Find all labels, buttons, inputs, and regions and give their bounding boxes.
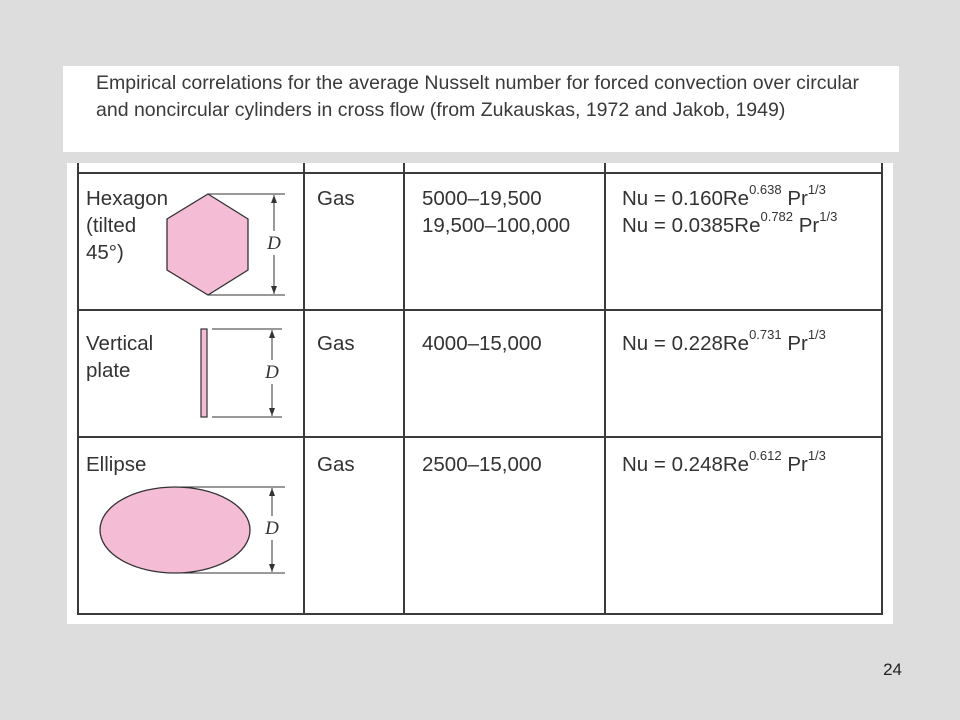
column-divider-1 — [303, 163, 305, 614]
geometry-label — [86, 185, 168, 266]
fluid-cell: Gas — [317, 332, 355, 355]
column-divider-3 — [604, 163, 606, 614]
re-range: 19,500–100,000 — [422, 214, 571, 237]
equation: $Nu = 0.248Re^{0.612}$ $Pr^{1/3}$ — [622, 448, 826, 476]
equation: $Nu = 0.160Re^{0.638}$ $Pr^{1/3}$ — [622, 182, 826, 210]
hexagon-fill — [167, 194, 248, 295]
correlation-table — [67, 163, 893, 624]
hexagon-shape — [162, 193, 302, 299]
equation: $Nu = 0.228Re^{0.731}$ $Pr^{1/3}$ — [622, 327, 826, 355]
equation: $Nu = 0.0385Re^{0.782}$ $Pr^{1/3}$ — [622, 209, 838, 237]
geometry-label-line: Hexagon — [86, 187, 169, 210]
re-range: 2500–15,000 — [422, 453, 542, 476]
table-right-border — [881, 163, 883, 614]
header-divider — [77, 172, 883, 174]
table-bottom-border — [77, 613, 883, 615]
re-range-cell — [422, 185, 570, 239]
dimension-label: D — [265, 518, 279, 539]
geometry-label-line: plate — [86, 359, 131, 382]
geometry-label-line: 45°) — [86, 241, 124, 264]
dimension-label: D — [265, 362, 279, 383]
geometry-label — [86, 451, 146, 478]
table-left-border — [77, 163, 79, 614]
ellipse-shape — [100, 486, 290, 576]
re-range: 4000–15,000 — [422, 332, 542, 355]
page-number: 24 — [883, 660, 902, 679]
geometry-label — [86, 330, 153, 384]
geometry-label-line: Ellipse — [86, 453, 147, 476]
ellipse-fill — [100, 487, 250, 573]
table-caption: Empirical correlations for the average Nusselt number for forced convection over circular and noncircular cylinders in cross flow (from Zukauskas, 1972 and Jakob, 1949) — [96, 72, 859, 121]
row-divider-1 — [77, 309, 883, 311]
column-divider-2 — [403, 163, 405, 614]
fluid-cell: Gas — [317, 187, 355, 210]
geometry-label-line: (tilted — [86, 214, 137, 237]
row-divider-2 — [77, 436, 883, 438]
re-range: 5000–19,500 — [422, 187, 542, 210]
fluid-cell: Gas — [317, 453, 355, 476]
geometry-label-line: Vertical — [86, 332, 154, 355]
re-range-cell — [422, 451, 542, 478]
re-range-cell — [422, 330, 542, 357]
dimension-label: D — [267, 233, 281, 254]
vertical-plate-shape — [199, 328, 289, 420]
caption-box — [63, 66, 899, 152]
plate-fill — [201, 329, 207, 417]
